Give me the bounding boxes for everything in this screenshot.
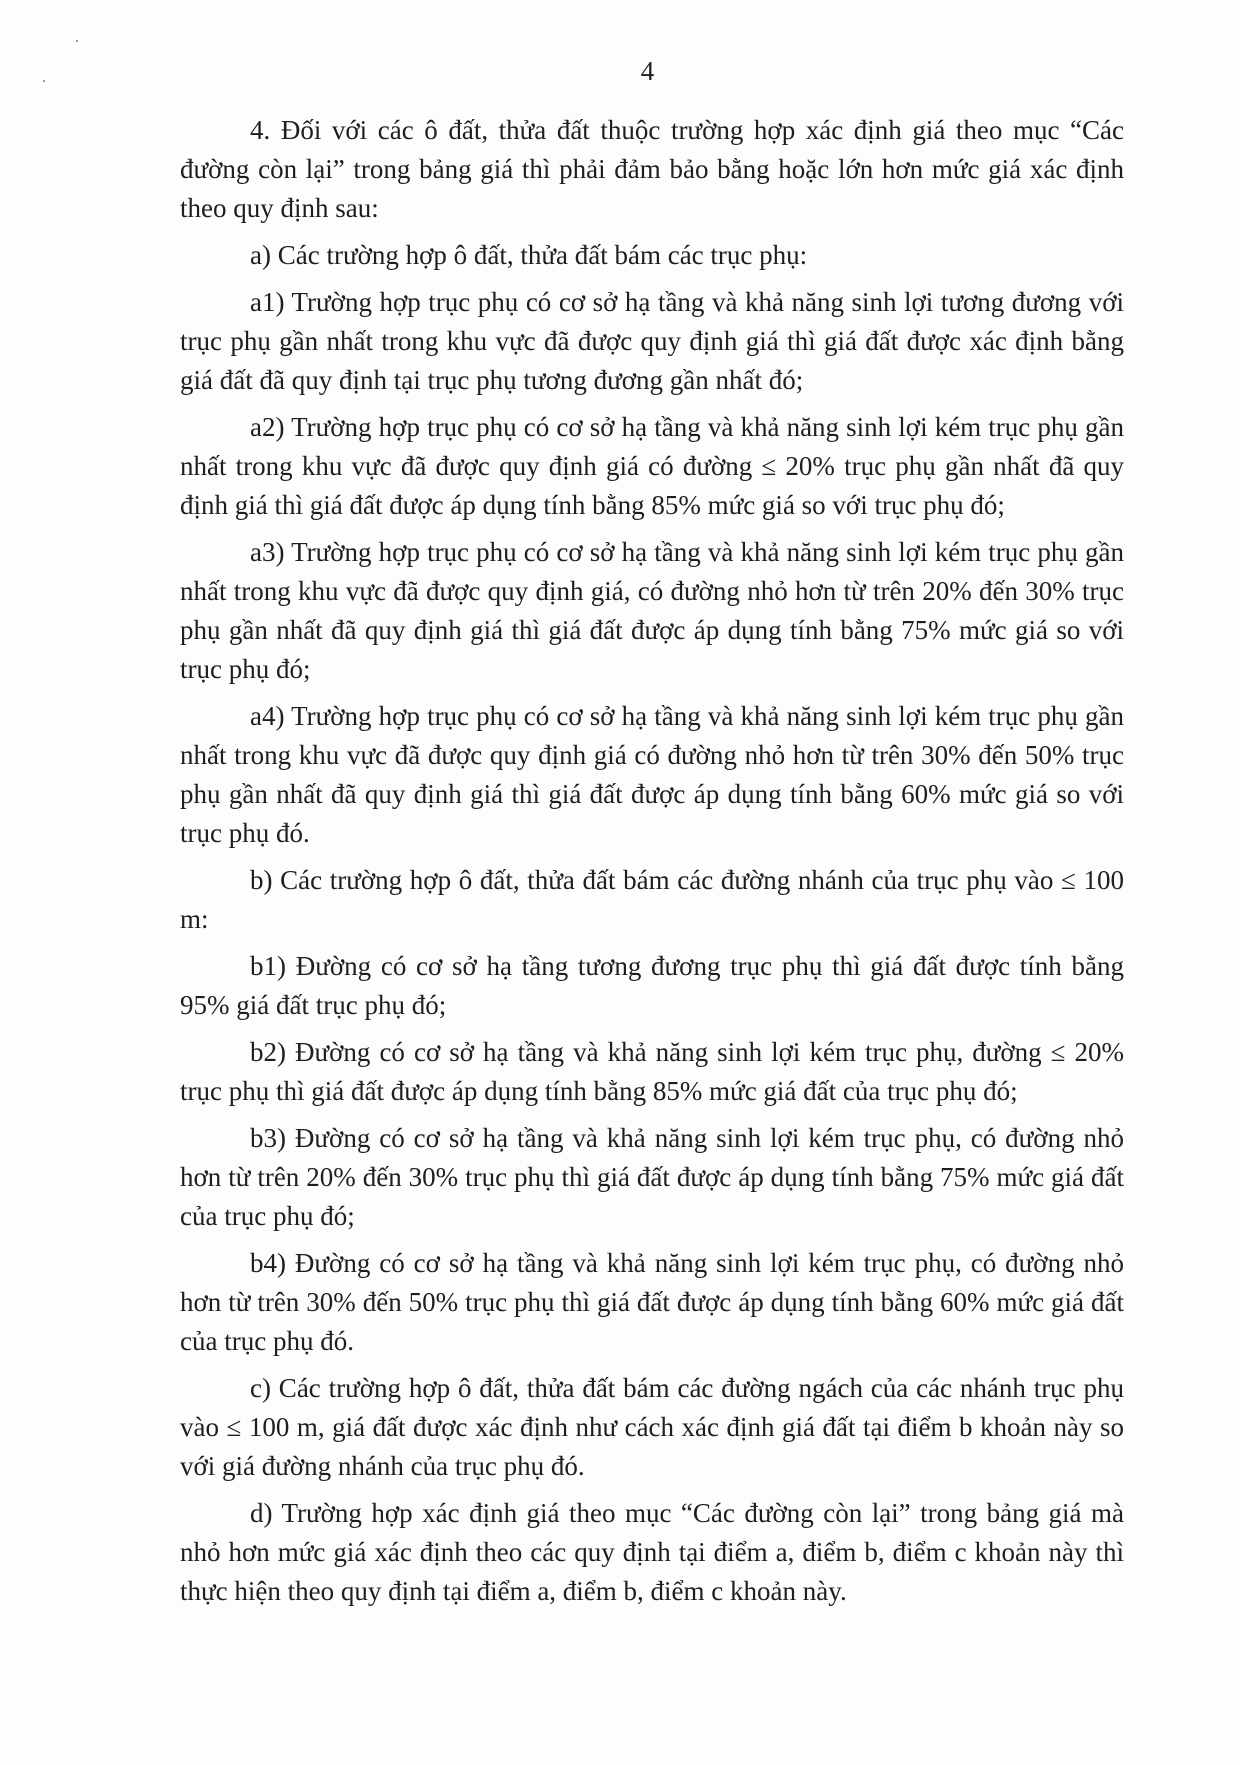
- paragraph-point-c: c) Các trường hợp ô đất, thửa đất bám các đường ngách của các nhánh trục phụ vào ≤ 100 m, giá đất được xác định như cách xác định giá đất tại điểm b khoản này so với giá đường nhánh của trục phụ đó.: [180, 1373, 1124, 1481]
- paragraph-a2: a2) Trường hợp trục phụ có cơ sở hạ tầng và khả năng sinh lợi kém trục phụ gần nhất trong khu vực đã được quy định giá có đường ≤ 20% trục phụ gần nhất đã quy định giá thì giá đất được áp dụng tính bằng 85% mức giá so với trục phụ đó;: [180, 412, 1124, 520]
- paragraph-point-b: b) Các trường hợp ô đất, thửa đất bám các đường nhánh của trục phụ vào ≤ 100 m:: [180, 865, 1124, 934]
- page-number: 4: [640, 56, 655, 86]
- paragraph-b2: b2) Đường có cơ sở hạ tầng và khả năng sinh lợi kém trục phụ, đường ≤ 20% trục phụ thì giá đất được áp dụng tính bằng 85% mức giá đất của trục phụ đó;: [180, 1037, 1124, 1106]
- paragraph-point-a: a) Các trường hợp ô đất, thửa đất bám các trục phụ:: [250, 240, 808, 270]
- paragraph-a1: a1) Trường hợp trục phụ có cơ sở hạ tầng và khả năng sinh lợi tương đương với trục phụ gần nhất trong khu vực đã được quy định giá thì giá đất được xác định bằng giá đất đã quy định tại trục phụ tương đương gần nhất đó;: [180, 287, 1124, 395]
- paragraph-clause-4: 4. Đối với các ô đất, thửa đất thuộc trường hợp xác định giá theo mục “Các đường còn lại” trong bảng giá thì phải đảm bảo bằng hoặc lớn hơn mức giá xác định theo quy định sau:: [180, 115, 1124, 223]
- scan-speck: [76, 40, 78, 42]
- document-body: [180, 111, 1124, 1619]
- paragraph-b4: b4) Đường có cơ sở hạ tầng và khả năng sinh lợi kém trục phụ, có đường nhỏ hơn từ trên 30% đến 50% trục phụ thì giá đất được áp dụng tính bằng 60% mức giá đất của trục phụ đó.: [180, 1248, 1124, 1356]
- paragraph-point-d: d) Trường hợp xác định giá theo mục “Các đường còn lại” trong bảng giá mà nhỏ hơn mức giá xác định theo các quy định tại điểm a, điểm b, điểm c khoản này thì thực hiện theo quy định tại điểm a, điểm b, điểm c khoản này.: [180, 1498, 1124, 1606]
- paragraph-a3: a3) Trường hợp trục phụ có cơ sở hạ tầng và khả năng sinh lợi kém trục phụ gần nhất trong khu vực đã được quy định giá, có đường nhỏ hơn từ trên 20% đến 30% trục phụ gần nhất đã quy định giá thì giá đất được áp dụng tính bằng 75% mức giá so với trục phụ đó;: [180, 537, 1124, 684]
- paragraph-b1: b1) Đường có cơ sở hạ tầng tương đương trục phụ thì giá đất được tính bằng 95% giá đất trục phụ đó;: [180, 951, 1124, 1020]
- paragraph-a4: a4) Trường hợp trục phụ có cơ sở hạ tầng và khả năng sinh lợi kém trục phụ gần nhất trong khu vực đã được quy định giá có đường nhỏ hơn từ trên 30% đến 50% trục phụ gần nhất đã quy định giá thì giá đất được áp dụng tính bằng 60% mức giá so với trục phụ đó.: [180, 701, 1124, 848]
- paragraph-b3: b3) Đường có cơ sở hạ tầng và khả năng sinh lợi kém trục phụ, có đường nhỏ hơn từ trên 20% đến 30% trục phụ thì giá đất được áp dụng tính bằng 75% mức giá đất của trục phụ đó;: [180, 1123, 1124, 1231]
